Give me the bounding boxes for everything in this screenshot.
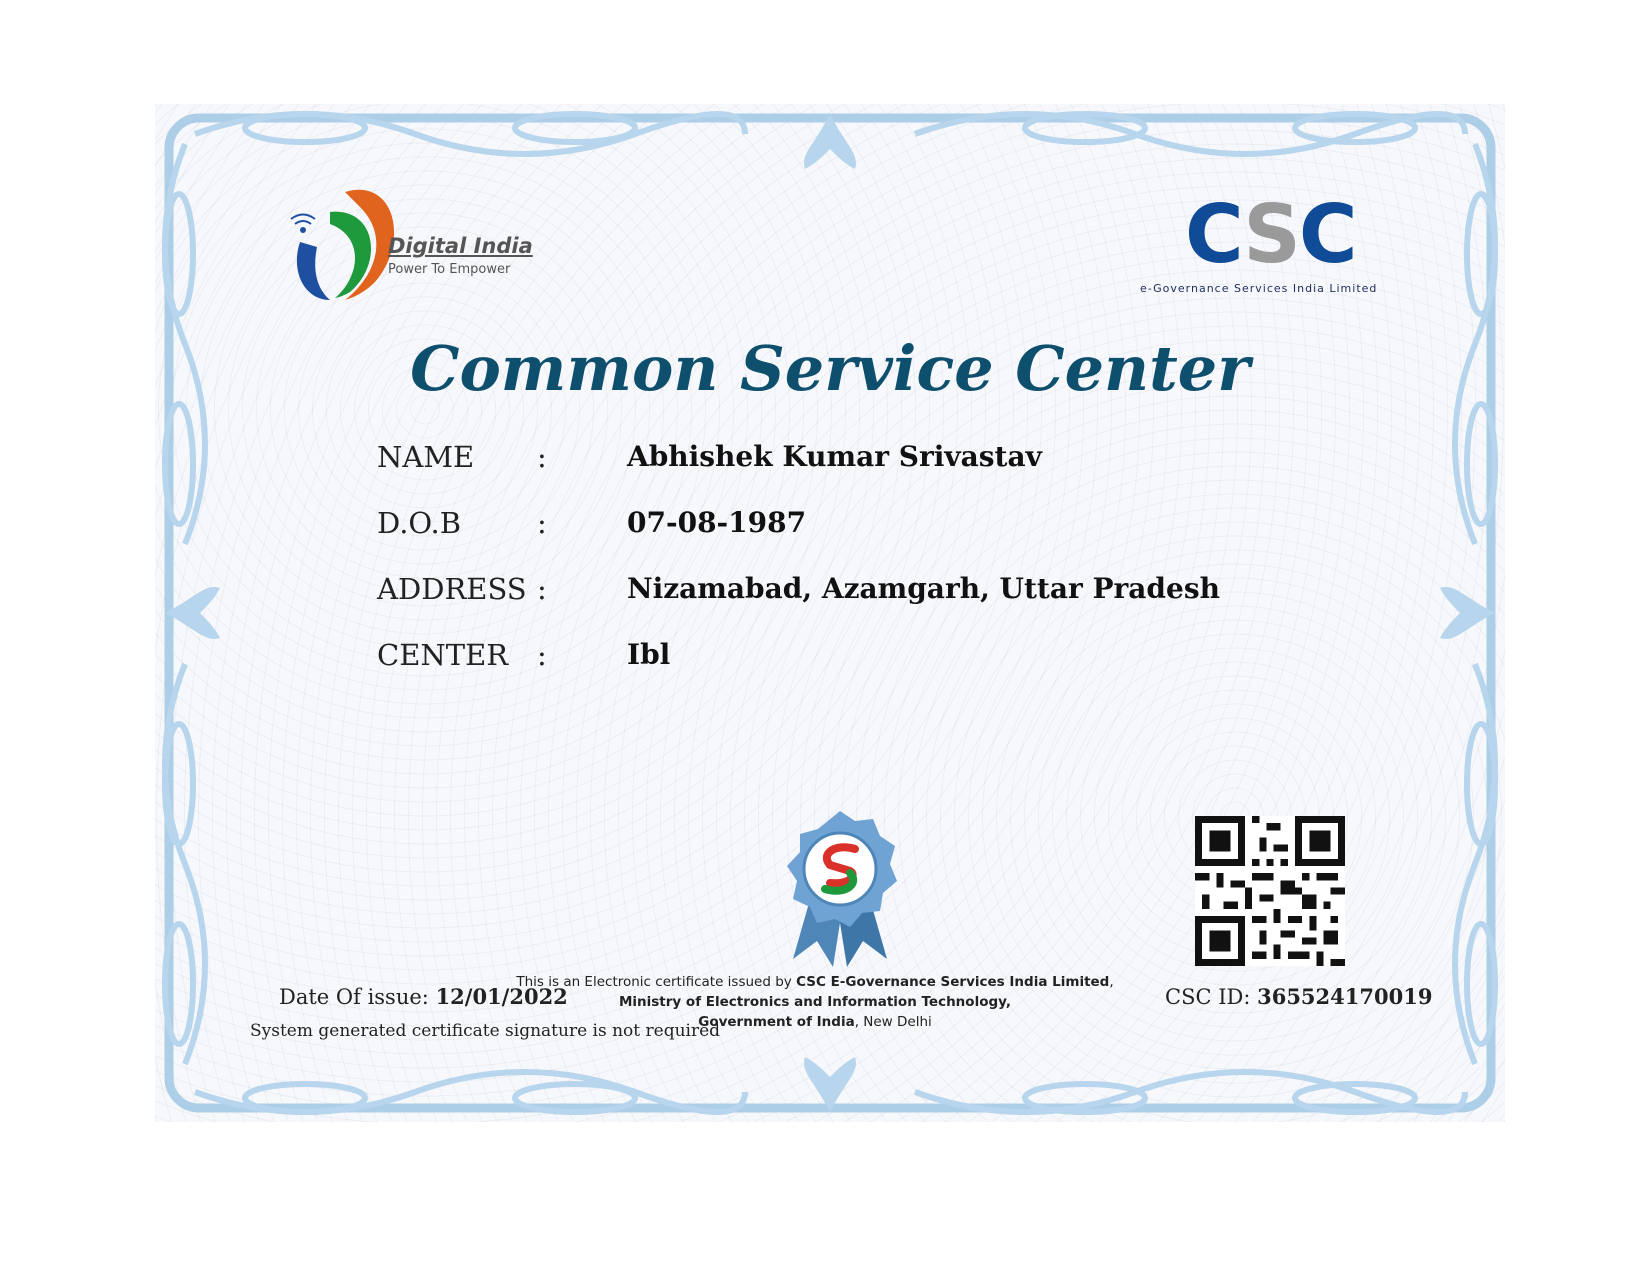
ministry-name: Ministry of Electronics and Information Technology,: [618, 994, 1012, 1010]
issuer-note-text: , New Delhi: [854, 1014, 932, 1030]
issuer-note-line1: [515, 972, 1115, 992]
government-name: Government of India: [698, 1014, 855, 1030]
certificate-title: Common Service Center: [410, 332, 1250, 405]
digital-india-title: Digital India: [388, 234, 533, 258]
csc-subtitle: e-Governance Services India Limited: [1140, 282, 1378, 295]
certificate: [155, 104, 1505, 1122]
detail-separator: :: [537, 572, 547, 606]
issuer-name: CSC E-Governance Services India Limited: [796, 974, 1110, 990]
detail-value: Ibl: [627, 638, 671, 671]
rosette-seal-icon: [775, 809, 905, 969]
csc-id-value: 365524170019: [1257, 984, 1433, 1009]
detail-label: D.O.B: [377, 506, 462, 540]
csc-letter-c: C: [1298, 188, 1356, 281]
issuer-note: [515, 972, 1115, 1032]
csc-logo: [1185, 188, 1356, 281]
issuer-note-line3: [515, 1012, 1115, 1032]
detail-separator: :: [537, 440, 547, 474]
detail-label: NAME: [377, 440, 475, 474]
detail-value: 07-08-1987: [627, 506, 807, 539]
signature-note: System generated certificate signature is not required: [250, 1021, 721, 1041]
issuer-note-text: ,: [1109, 974, 1114, 990]
issue-date-value: 12/01/2022: [435, 984, 568, 1009]
qr-code-icon: [1195, 816, 1345, 966]
detail-label: ADDRESS: [377, 572, 527, 606]
digital-india-tagline: Power To Empower: [388, 262, 511, 277]
csc-id: [1165, 984, 1432, 1009]
issuer-note-line2: [515, 992, 1115, 1012]
csc-id-label: CSC ID:: [1165, 985, 1251, 1009]
detail-value: Abhishek Kumar Srivastav: [627, 440, 1042, 473]
csc-letter-s: S: [1243, 188, 1299, 281]
issue-date-label: Date Of issue:: [279, 985, 429, 1009]
detail-separator: :: [537, 638, 547, 672]
detail-value: Nizamabad, Azamgarh, Uttar Pradesh: [627, 572, 1220, 605]
issuer-note-text: This is an Electronic certificate issued by: [516, 974, 797, 990]
detail-label: CENTER: [377, 638, 509, 672]
detail-separator: :: [537, 506, 547, 540]
csc-letter-c: C: [1185, 188, 1244, 281]
